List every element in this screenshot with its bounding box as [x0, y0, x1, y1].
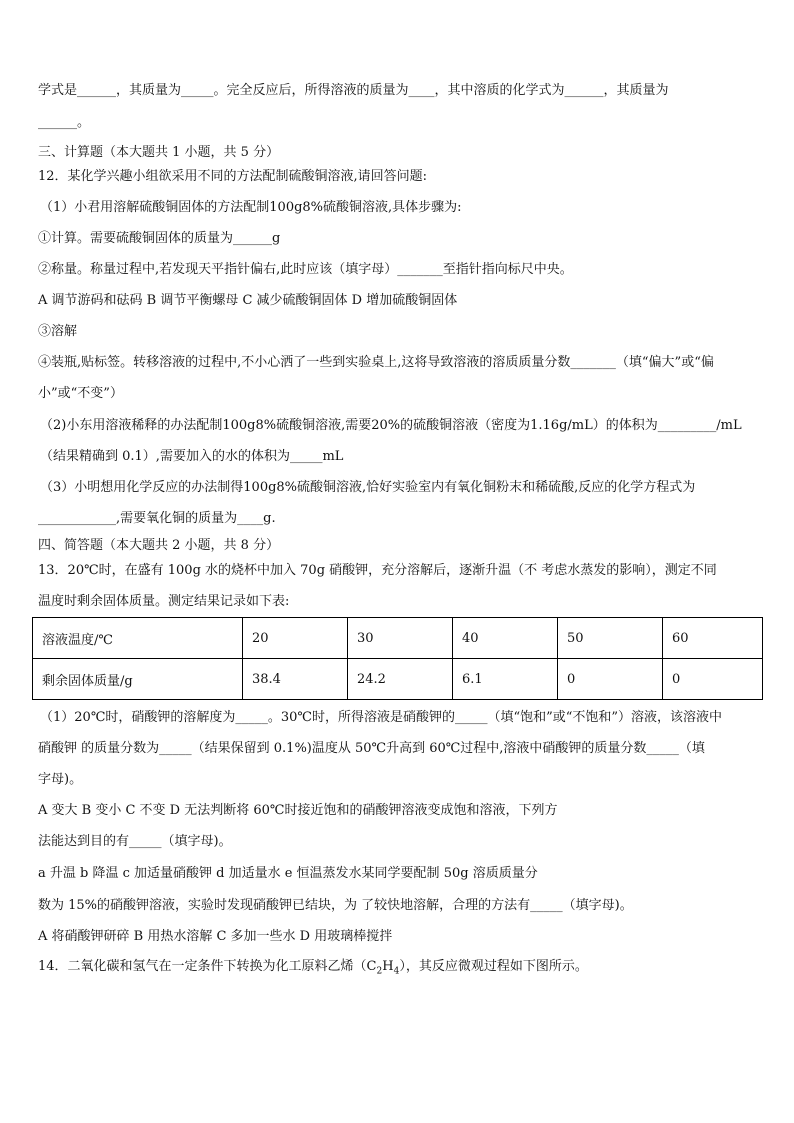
text-line: ______。 [38, 115, 91, 130]
text-span: ），其反应微观过程如下图所示。 [399, 959, 588, 974]
table-cell: 30 [348, 618, 453, 659]
text-line: （结果精确到 0.1）,需要加入的水的体积为_____mL [40, 449, 344, 464]
text-span: H [382, 959, 394, 974]
table-cell: 50 [558, 618, 663, 659]
subscript: 4 [393, 966, 400, 977]
text-line: （1）20℃时，硝酸钾的溶解度为_____。30℃时，所得溶液是硝酸钾的_____（填“饱和”或“不饱和”）溶液，该溶液中 [40, 710, 723, 725]
options-line: A 将硝酸钾研碎 B 用热水溶解 C 多加一些水 D 用玻璃棒搅拌 [38, 929, 393, 944]
text-line: 硝酸钾 的质量分数为_____（结果保留到 0.1%)温度从 50℃升高到 60℃过程中,溶液中硝酸钾的质量分数_____（填 [38, 741, 705, 756]
text-line: ____________,需要氧化铜的质量为____g. [38, 511, 276, 526]
section-heading: 四、简答题（本大题共 2 小题，共 8 分） [38, 538, 280, 553]
table-cell: 溶液温度/℃ [33, 618, 243, 659]
subscript: 2 [376, 966, 383, 977]
table-cell: 0 [558, 659, 663, 700]
text-line: 学式是______，其质量为_____。完全反应后，所得溶液的质量为____，其中溶质的化学式为______，其质量为 [38, 83, 669, 98]
table-cell: 60 [663, 618, 763, 659]
text-line: A 变大 B 变小 C 不变 D 无法判断将 60℃时接近饱和的硝酸钾溶液变成饱和溶液，下列方 [38, 803, 558, 818]
text-line: 数为 15%的硝酸钾溶液，实验时发现硝酸钾已结块，为 了较快地溶解，合理的方法有_____（填字母)。 [38, 898, 633, 913]
table-cell: 剩余固体质量/g [33, 659, 243, 700]
data-table [32, 617, 763, 700]
table-row [33, 659, 763, 700]
options-line: A 调节游码和砝码 B 调节平衡螺母 C 减少硫酸铜固体 D 增加硫酸铜固体 [38, 293, 458, 308]
text-line: ②称量。称量过程中,若发现天平指针偏右,此时应该（填字母）_______至指针指向标尺中央。 [38, 262, 573, 277]
table-cell: 40 [453, 618, 558, 659]
text-line: （3）小明想用化学反应的办法制得100g8%硫酸铜溶液,恰好实验室内有氧化铜粉末和稀硫酸,反应的化学方程式为 [40, 480, 696, 495]
text-line: 法能达到目的有_____（填字母)。 [38, 834, 232, 849]
question-14 [38, 958, 588, 981]
table-cell: 20 [243, 618, 348, 659]
text-line: 小”或“不变”） [38, 386, 123, 401]
table-cell: 0 [663, 659, 763, 700]
question-12: 12．某化学兴趣小组欲采用不同的方法配制硫酸铜溶液,请回答问题: [38, 169, 428, 184]
text-line: （1）小君用溶解硫酸铜固体的方法配制100g8%硫酸铜溶液,具体步骤为: [40, 200, 462, 215]
section-heading: 三、计算题（本大题共 1 小题，共 5 分） [38, 145, 280, 160]
text-line: ④装瓶,贴标签。转移溶液的过程中,不小心洒了一些到实验桌上,这将导致溶液的溶质质量分数_______（填“偏大”或“偏 [38, 355, 714, 370]
table-cell: 24.2 [348, 659, 453, 700]
text-line: 温度时剩余固体质量。测定结果记录如下表: [38, 594, 290, 609]
text-span: 14．二氧化碳和氢气在一定条件下转换为化工原料乙烯（C [38, 959, 377, 974]
table-row [33, 618, 763, 659]
question-13: 13．20℃时，在盛有 100g 水的烧杯中加入 70g 硝酸钾，充分溶解后，逐渐升温（不 考虑水蒸发的影响），测定不同 [38, 563, 717, 578]
text-line: a 升温 b 降温 c 加适量硝酸钾 d 加适量水 e 恒温蒸发水某同学要配制 50g 溶质质量分 [38, 866, 538, 881]
text-line: 字母)。 [38, 772, 83, 787]
text-line: ③溶解 [38, 324, 78, 339]
table-cell: 38.4 [243, 659, 348, 700]
text-line: ①计算。需要硫酸铜固体的质量为______g [38, 231, 281, 246]
text-line: （2)小东用溶液稀释的办法配制100g8%硫酸铜溶液,需要20%的硫酸铜溶液（密度为1.16g/mL）的体积为_________/mL [40, 418, 742, 433]
table-cell: 6.1 [453, 659, 558, 700]
